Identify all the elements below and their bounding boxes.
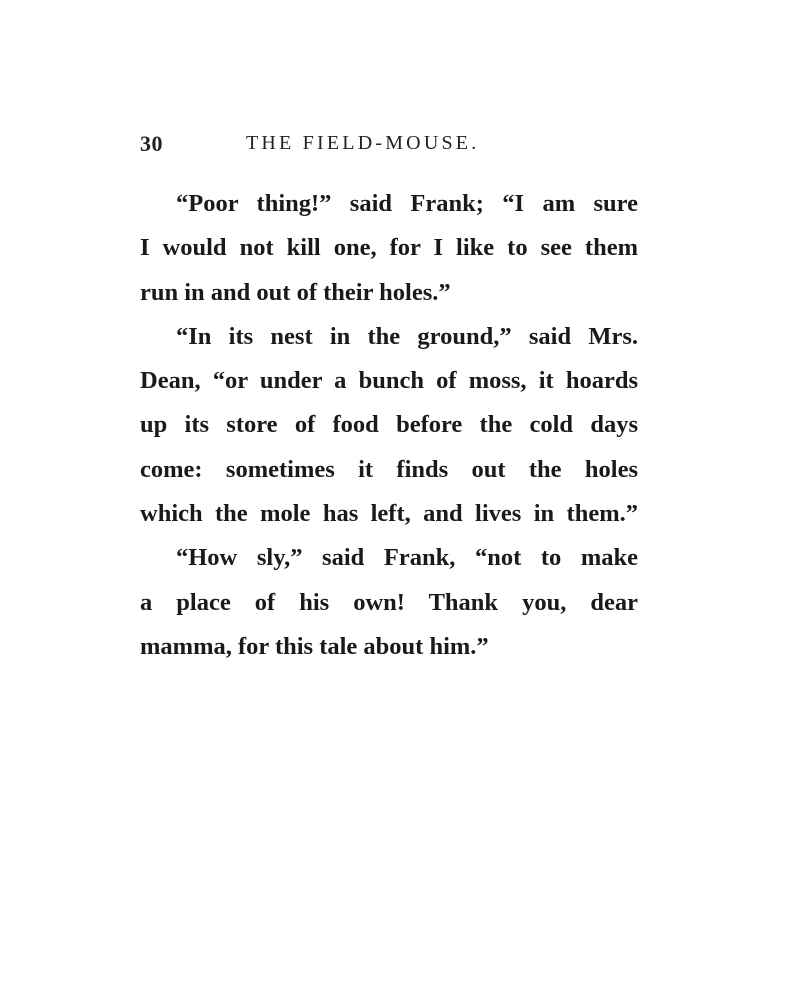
text-line: Dean, “or under a bunch of moss, it hoards <box>140 367 638 395</box>
running-title: THE FIELD-MOUSE. <box>246 132 480 154</box>
text-line: come: sometimes it finds out the holes <box>140 455 638 483</box>
text-line: mamma, for this tale about him.” <box>140 632 489 660</box>
text-line: which the mole has left, and lives in them.” <box>140 500 638 528</box>
text-line: “How sly,” said Frank, “not to make <box>176 544 638 572</box>
text-line: up its store of food before the cold days <box>140 411 638 439</box>
text-line: a place of his own! Thank you, dear <box>140 588 638 616</box>
text-line: “In its nest in the ground,” said Mrs. <box>176 322 638 350</box>
text-line: I would not kill one, for I like to see them <box>140 234 638 262</box>
running-head <box>140 131 640 161</box>
text-line: run in and out of their holes.” <box>140 278 451 306</box>
page-number: 30 <box>140 131 163 156</box>
text-line: “Poor thing!” said Frank; “I am sure <box>176 190 638 217</box>
body-text <box>140 182 638 669</box>
